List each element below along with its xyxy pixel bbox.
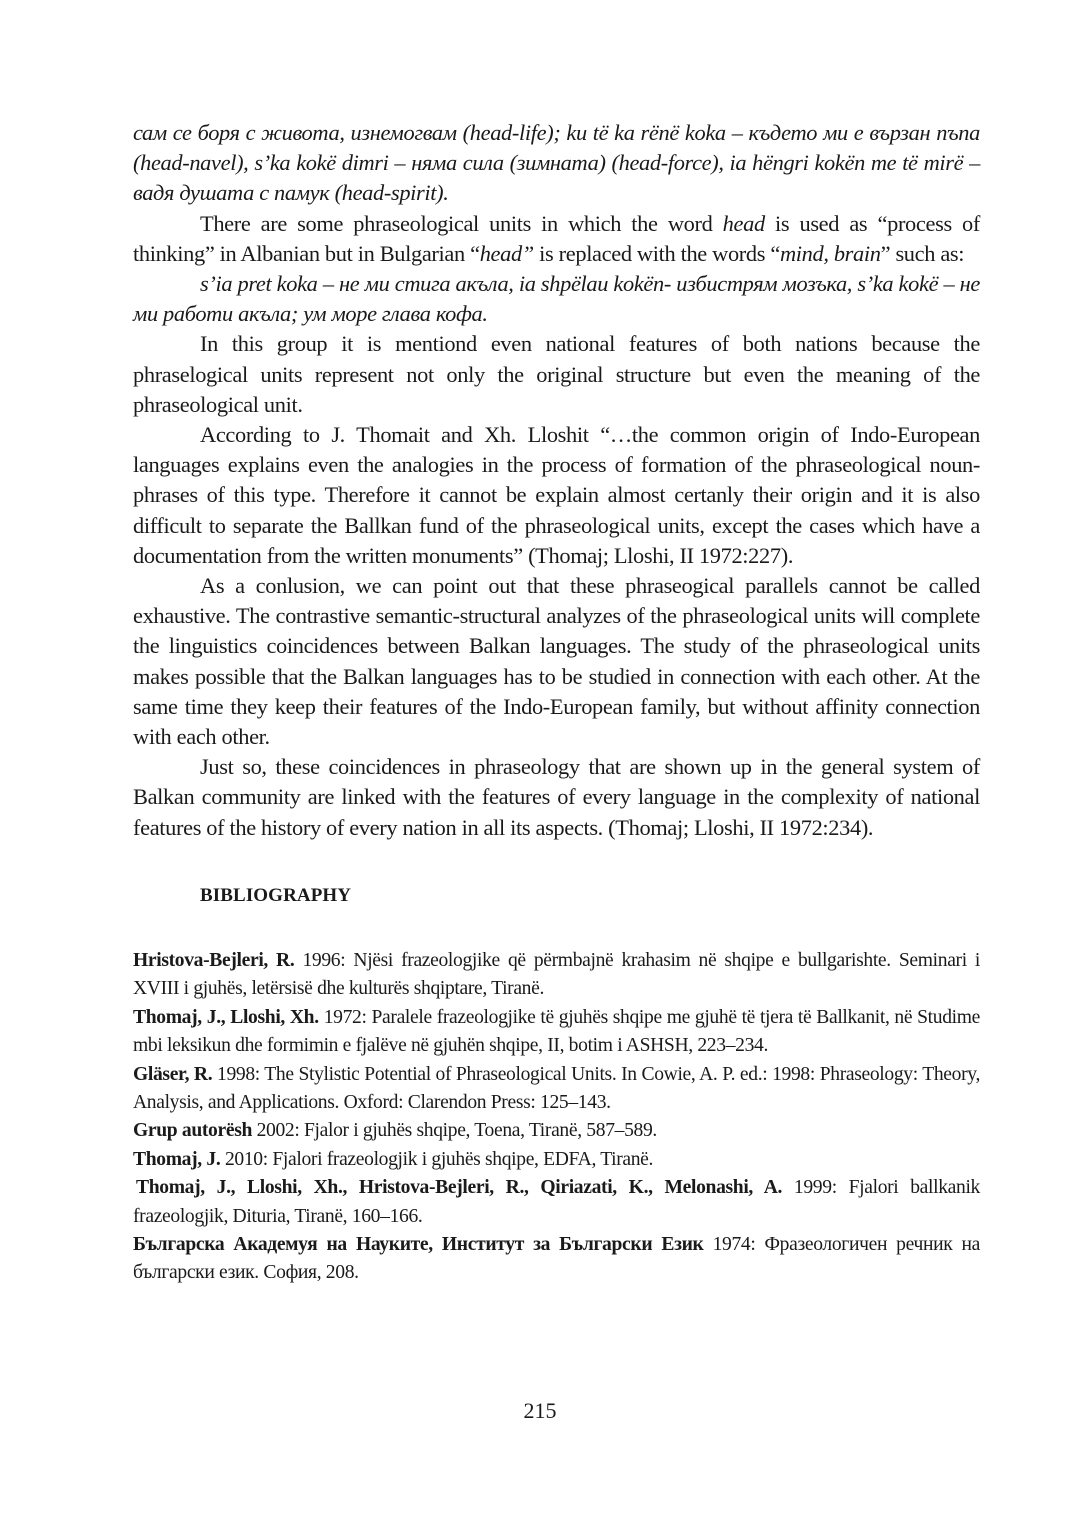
bibliography-heading: BIBLIOGRAPHY (200, 884, 352, 906)
bibliography-entry (133, 1061, 980, 1118)
paragraph-coincidences: Just so, these coincidences in phraseology that are shown up in the general system of Balkan community are linked with the features of every language in the complexity of national features of the history of every nation in all its aspects. (Thomaj; Lloshi, II 1972:234). (133, 754, 980, 840)
text-run: is replaced with the words “ (533, 240, 780, 266)
italic-term: head (722, 210, 765, 236)
bibliography-entry (133, 947, 980, 1004)
entry-authors: Grup autorësh (133, 1120, 253, 1142)
bibliography-entry (133, 1117, 980, 1145)
text-run: There are some phraseological units in which the word (200, 210, 723, 236)
examples-head-continued: сам се боря с живота, изнемогвам (head-life); ku të ka rënë koka – където ми е вързан пъпа (head-navel), s’ka kokë dimri – няма сила (зимната) (head-force), ia hëngri kokën me të mirë – вадя душата с памук (head-spirit). (133, 120, 980, 206)
entry-authors: Gläser, R. (133, 1063, 213, 1085)
entry-authors: Thomaj, J., Lloshi, Xh. (133, 1006, 319, 1028)
examples-thinking: s’ia pret koka – не ми стига акъла, ia shpëlau kokën- избистрям мозъка, s’ka kokë – не ми работи акъла; ум море глава кофа. (133, 271, 980, 327)
entry-text: 1998: The Stylistic Potential of Phraseological Units. In Cowie, A. P. ed.: 1998: Phraseology: Theory, Analysis, and Applications. Oxford: Clarendon Press: 125–143. (133, 1063, 980, 1113)
paragraph-thinking (133, 209, 980, 269)
entry-text: 1999: Fjalori ballkanik frazeologjik, Dituria, Tiranë, 160–166. (133, 1177, 980, 1227)
italic-term: mind, brain (779, 240, 881, 266)
entry-text: 1972: Paralele frazeologjike të gjuhës shqipe me gjuhë të tjera të Ballkanit, në Studime mbi leksikun dhe formimin e fjalëve në gjuhën shqipe, II, botim i ASHSH, 223–234. (133, 1006, 980, 1057)
entry-text: 1974: Фразеологичен речник на български език. София, 208. (133, 1233, 980, 1284)
body-text (133, 118, 980, 843)
page-content (133, 118, 980, 1288)
entry-authors: Българска Академуя на Науките, Институт за Български Език (133, 1233, 704, 1255)
bibliography-list (133, 947, 980, 1288)
text-run: ” such as: (880, 240, 965, 266)
text-run: is used as “process of thinking” in Albanian but in Bulgarian “ (133, 210, 980, 266)
bibliography-entry (133, 1146, 980, 1174)
bibliography-entry (133, 1004, 980, 1061)
entry-authors: Thomaj, J. (133, 1148, 221, 1170)
entry-text: 1996: Njësi frazeologjike që përmbajnë krahasim në shqipe e bullgarishte. Seminari i XVIII i gjuhës, letërsisë dhe kulturës shqiptare, Tiranë. (133, 949, 980, 1000)
entry-authors: Thomaj, J., Lloshi, Xh., Hristova-Bejleri, R., Qiriazati, K., Melonashi, A. (136, 1177, 783, 1199)
entry-authors: Hristova-Bejleri, R. (133, 949, 295, 971)
bibliography-entry (133, 1174, 980, 1231)
italic-term: head” (479, 240, 534, 266)
paragraph-national-features: In this group it is mentiond even national features of both nations because the phraselogical units represent not only the original structure but even the meaning of the phraseological unit. (133, 331, 980, 417)
paragraph-conclusion: As a conlusion, we can point out that these phraseogical parallels cannot be called exhaustive. The contrastive semantic-structural analyzes of the phraseological units will complete the linguistics coincidences between Balkan languages. The study of the phraseological units makes possible that the Balkan languages has to be studied in connection with each other. At the same time they keep their features of the Indo-European family, but without affinity connection with each other. (133, 573, 980, 750)
entry-text: 2002: Fjalor i gjuhës shqipe, Toena, Tiranë, 587–589. (252, 1120, 657, 1142)
page-number: 215 (523, 1398, 557, 1423)
paragraph-thomai-quote: According to J. Thomait and Xh. Lloshit “…the common origin of Indo-European languages explains even the analogies in the process of formation of the phraseological noun-phrases of this type. Therefore it cannot be explain almost certanly their origin and it is also difficult to separate the Ballkan fund of the phraseological units, except the cases which have a documentation from the written monuments” (Thomaj; Lloshi, II 1972:227). (133, 422, 980, 568)
bibliography-entry (133, 1231, 980, 1288)
entry-text: 2010: Fjalori frazeologjik i gjuhës shqipe, EDFA, Tiranë. (220, 1148, 654, 1170)
